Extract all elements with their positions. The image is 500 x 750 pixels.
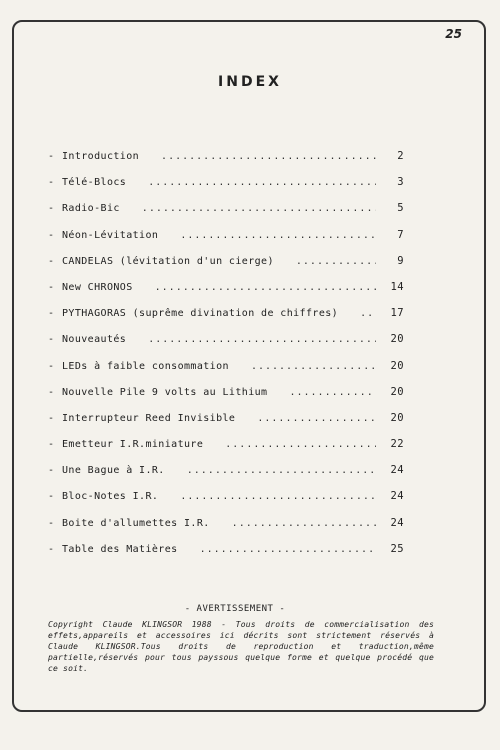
toc-page: 20 — [390, 385, 404, 398]
toc-entry — [48, 412, 404, 438]
toc-label: Nouvelle Pile 9 volts au Lithium — [62, 386, 268, 398]
toc-leader — [200, 544, 376, 555]
toc-entry — [48, 490, 404, 516]
toc-page: 24 — [390, 464, 404, 477]
toc-bullet: - — [48, 412, 55, 424]
toc-entry — [48, 517, 404, 543]
toc-leader — [148, 177, 376, 188]
notice-title: - AVERTISSEMENT - — [184, 604, 286, 614]
toc-entry — [48, 333, 404, 359]
toc-bullet: - — [48, 439, 55, 451]
toc-page: 14 — [390, 280, 404, 293]
toc-label: PYTHAGORAS (suprême divination de chiffres) — [62, 308, 339, 320]
toc-page: 20 — [390, 411, 404, 424]
toc-leader — [180, 491, 376, 502]
toc-page: 9 — [397, 254, 404, 267]
index-title: INDEX — [218, 74, 282, 90]
page-number: 25 — [445, 27, 462, 41]
toc-entry — [48, 543, 404, 569]
toc-page: 5 — [397, 202, 404, 215]
toc-page: 2 — [397, 150, 404, 162]
toc-leader — [289, 387, 376, 398]
toc-page: 3 — [397, 176, 404, 189]
toc-entry — [48, 229, 404, 255]
toc-label: Bloc-Notes I.R. — [62, 491, 159, 503]
toc-page: 25 — [390, 542, 404, 555]
toc-label: New CHRONOS — [62, 281, 133, 293]
toc-leader — [161, 151, 376, 162]
toc-bullet: - — [48, 386, 55, 398]
copyright-notice: Copyright Claude KLINGSOR 1988 - Tous droits de commercialisation des effets,appareils et accessoires ici décrits sont strictement réservés à Claude KLINGSOR.Tous droits de reproduction et traduction,même partielle,réservés pour tous payssous quelque forme et quelque procédé que ce soit. — [48, 620, 434, 673]
toc-label: Emetteur I.R.miniature — [62, 439, 204, 451]
toc-label: Une Bague à I.R. — [62, 465, 165, 477]
toc-label: LEDs à faible consommation — [62, 360, 229, 372]
toc-label: CANDELAS (lévitation d'un cierge) — [62, 255, 274, 267]
toc-entry — [48, 386, 404, 412]
toc-page: 7 — [397, 228, 404, 241]
toc-label: Introduction — [62, 151, 140, 162]
toc-page: 17 — [390, 307, 404, 320]
toc-entry — [48, 438, 404, 464]
toc-bullet: - — [48, 491, 55, 503]
toc-leader — [187, 465, 376, 476]
toc-page: 20 — [390, 333, 404, 346]
toc-entry — [48, 150, 404, 176]
toc-label: Boite d'allumettes I.R. — [62, 517, 210, 529]
toc-leader — [257, 413, 376, 424]
toc-leader — [296, 256, 376, 267]
toc-entry — [48, 464, 404, 490]
toc-bullet: - — [48, 203, 55, 215]
toc-leader — [142, 203, 376, 214]
toc-entry — [48, 281, 404, 307]
toc-leader — [251, 361, 376, 372]
toc-label: Nouveautés — [62, 334, 127, 346]
table-of-contents — [48, 150, 404, 569]
toc-entry — [48, 307, 404, 333]
toc-page: 24 — [390, 516, 404, 529]
toc-leader — [360, 308, 376, 319]
toc-bullet: - — [48, 465, 55, 477]
toc-label: Table des Matières — [62, 543, 178, 555]
toc-bullet: - — [48, 543, 55, 555]
toc-bullet: - — [48, 334, 55, 346]
toc-leader — [232, 518, 376, 529]
toc-bullet: - — [48, 308, 55, 320]
toc-label: Interrupteur Reed Invisible — [62, 412, 236, 424]
toc-bullet: - — [48, 281, 55, 293]
toc-bullet: - — [48, 517, 55, 529]
toc-leader — [225, 439, 376, 450]
toc-bullet: - — [48, 177, 55, 189]
toc-bullet: - — [48, 229, 55, 241]
toc-entry — [48, 202, 404, 228]
toc-page: 20 — [390, 359, 404, 372]
toc-bullet: - — [48, 255, 55, 267]
toc-leader — [180, 230, 376, 241]
toc-label: Radio-Bic — [62, 203, 120, 215]
toc-leader — [148, 334, 376, 345]
toc-page: 24 — [390, 490, 404, 503]
toc-bullet: - — [48, 151, 55, 162]
toc-label: Télé-Blocs — [62, 177, 127, 189]
toc-leader — [155, 282, 376, 293]
toc-entry — [48, 176, 404, 202]
toc-bullet: - — [48, 360, 55, 372]
toc-entry — [48, 360, 404, 386]
toc-entry — [48, 255, 404, 281]
toc-page: 22 — [390, 438, 404, 451]
toc-label: Néon-Lévitation — [62, 229, 159, 241]
